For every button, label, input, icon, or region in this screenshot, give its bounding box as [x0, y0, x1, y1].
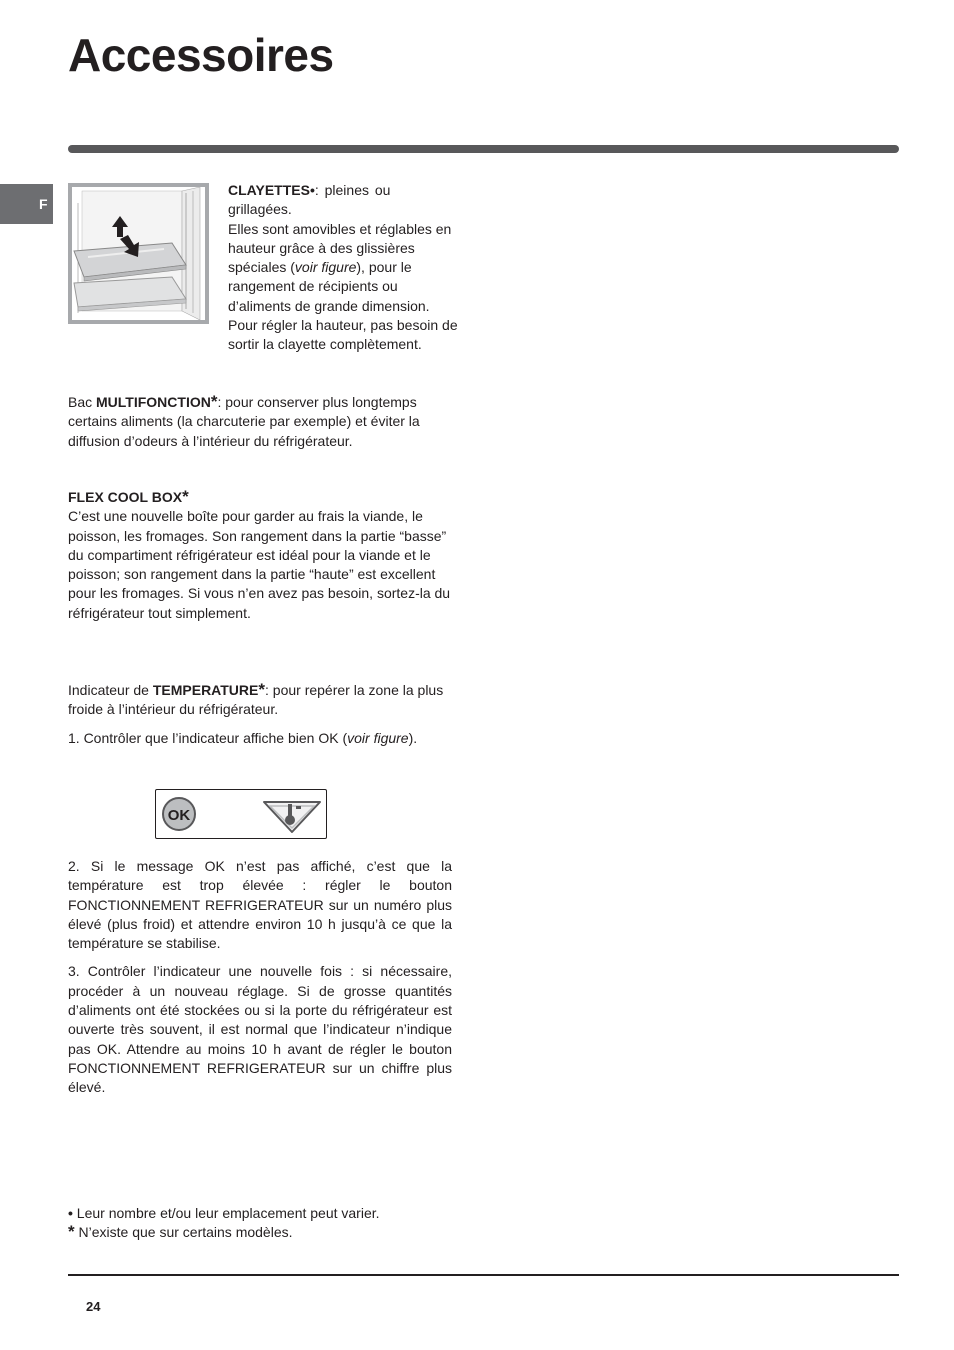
flex-label: FLEX COOL BOX [68, 489, 183, 505]
footnote-star-mark: * [68, 1222, 75, 1242]
clayettes-body-a: Elles sont amovibles et réglables en hauteur grâce à des glissières spéciales ( [228, 220, 452, 276]
multifonction-prefix: Bac [68, 394, 97, 410]
multifonction-star: * [210, 392, 218, 411]
clayettes-body2: Pour régler la hauteur, pas besoin de sortir la clayette complètement. [228, 317, 458, 353]
step3-text: 3. Contrôler l’indicateur une nouvelle fois : si nécessaire, procéder à un nouveau réglage. Si de grosse quantités d’aliments ont été stockées ou si la porte du réfrigérateur est ouverte très souvent, il est normal que l’indicateur n’indique pas OK. Attendre au moins 10 h avant de régler le bouton FONCTIONNEMENT REFRIGERATEUR sur un chiffre plus élevé. [68, 963, 452, 1096]
temperature-star: * [258, 680, 265, 699]
temperature-section [68, 681, 460, 748]
footnotes [68, 1204, 468, 1243]
footnote-star-text: N’existe que sur certains modèles. [74, 1224, 293, 1241]
temperature-text: : pour repérer la zone la plus froide à l’intérieur du réfrigérateur. [68, 682, 444, 718]
step2-text: 2. Si le message OK n’est pas affiché, c’est que la température est trop élevée : régler le bouton FONCTIONNEMENT REFRIGERATEUR sur un numéro plus élevé (plus froid) et attendre environ 10 h jusqu’à ce que la température se stabilise. [68, 858, 452, 952]
flex-star: * [182, 487, 189, 506]
step1-text: 1. Contrôler que l’indicateur affiche bien OK ( [68, 729, 348, 746]
temperature-steps [68, 857, 452, 1098]
footnote-bullet-text: Leur nombre et/ou leur emplacement peut varier. [72, 1205, 380, 1221]
footnote-bullet-mark: • [68, 1205, 73, 1221]
title-divider [68, 145, 899, 153]
flex-text: C’est une nouvelle boîte pour garder au frais la viande, le poisson, les fromages. Son rangement dans la partie “basse” du compartiment réfrigérateur est idéal pour la viande et le poisson; son rangement dans la partie “haute” est excellent pour les fromages. Si vous n’en avez pas besoin, sortez-la du réfrigérateur tout simplement. [68, 508, 451, 621]
temperature-label: TEMPERATURE [152, 682, 259, 698]
temperature-prefix: Indicateur de [68, 682, 153, 698]
language-label: F [39, 196, 48, 212]
page-number: 24 [86, 1299, 101, 1314]
clayettes-line1: : pleines ou [314, 182, 391, 198]
clayettes-body-b: ), pour le rangement de récipients ou d’aliments de grande dimension. [228, 259, 430, 314]
temperature-indicator-ok-icon [155, 789, 327, 839]
step1-italic: voir figure [347, 729, 409, 746]
language-tab [0, 184, 53, 224]
multifonction-section [68, 393, 460, 451]
clayettes-label: CLAYETTES• [228, 182, 315, 198]
footer-divider [68, 1274, 899, 1276]
page-title: Accessoires [68, 29, 334, 81]
flex-cool-box-section [68, 488, 456, 623]
ok-text: OK [167, 807, 191, 824]
fridge-shelf-illustration [68, 183, 209, 324]
multifonction-label: MULTIFONCTION [96, 394, 211, 410]
clayettes-italic: voir figure [294, 259, 357, 276]
multifonction-text: : pour conserver plus longtemps certains aliments (la charcuterie par exemple) et éviter la diffusion d’odeurs à l’intérieur du réfrigérateur. [68, 394, 420, 449]
clayettes-section [228, 181, 462, 355]
step1-after: ). [408, 729, 418, 746]
clayettes-line2: grillagées. [228, 201, 292, 218]
